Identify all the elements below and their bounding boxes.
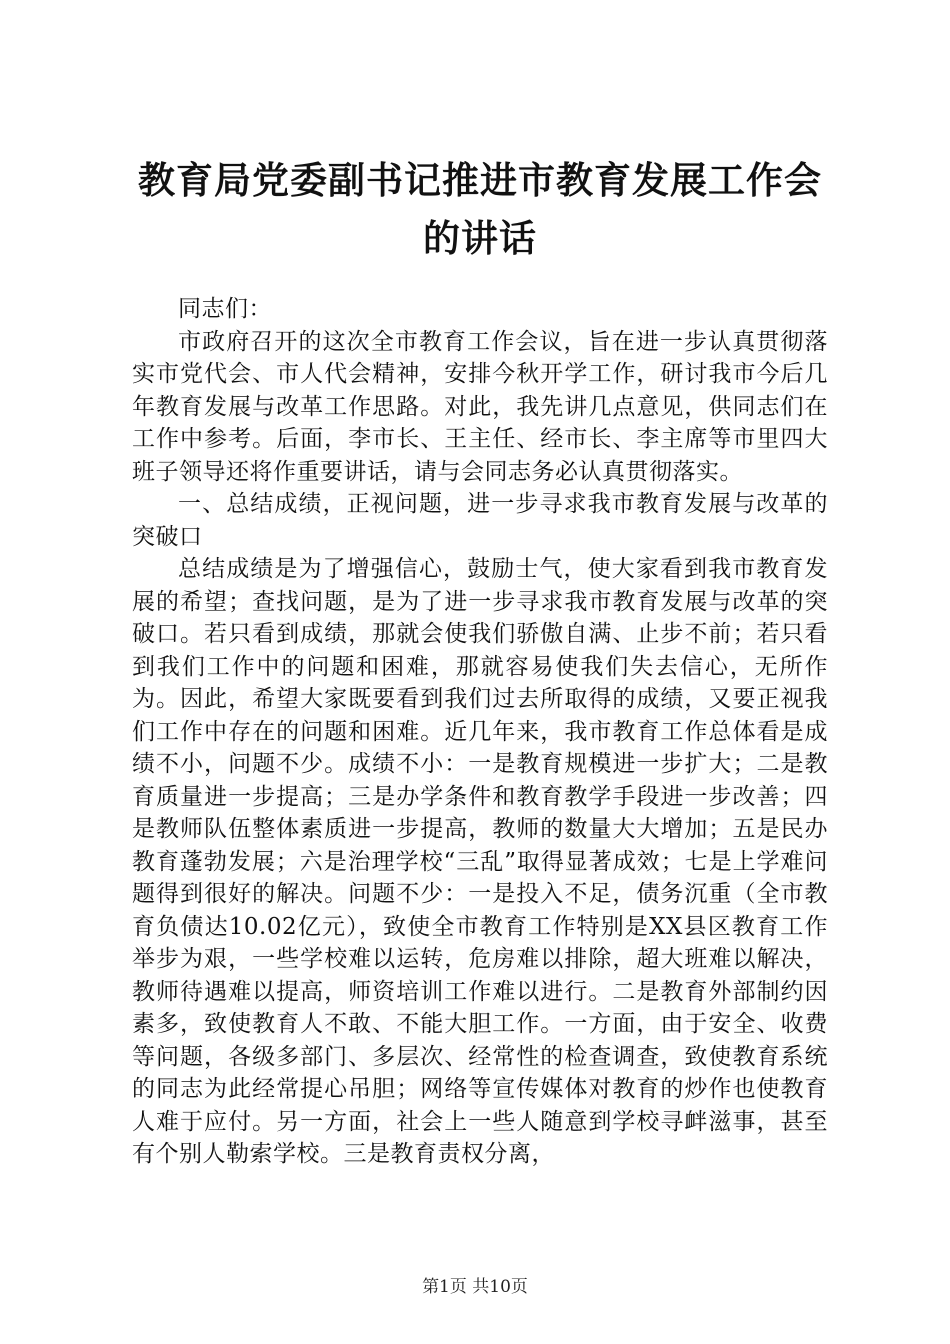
- intro-paragraph: 市政府召开的这次全市教育工作会议，旨在进一步认真贯彻落实市党代会、市人代会精神，安排今秋开学工作，研讨我市今后几年教育发展与改革工作思路。对此，我先讲几点意见，供同志们在工作中参考。后面，李市长、王主任、经市长、李主席等市里四大班子领导还将作重要讲话，请与会同志务必认真贯彻落实。: [132, 328, 828, 485]
- section-heading-paragraph: 一、总结成绩，正视问题，进一步寻求我市教育发展与改革的突破口: [132, 491, 828, 550]
- document-body: [132, 293, 828, 1171]
- document-title: 教育局党委副书记推进市教育发展工作会的讲话: [138, 159, 822, 260]
- page-number-footer: 第1页 共10页: [422, 1277, 528, 1297]
- body-paragraph: 总结成绩是为了增强信心，鼓励士气，使大家看到我市教育发展的希望；查找问题，是为了进一步寻求我市教育发展与改革的突破口。若只看到成绩，那就会使我们骄傲自满、止步不前；若只看到我们工作中的问题和困难，那就容易使我们失去信心，无所作为。因此，希望大家既要看到我们过去所取得的成绩，又要正视我们工作中存在的问题和困难。近几年来，我市教育工作总体看是成绩不小，问题不少。成绩不小：一是教育规模进一步扩大；二是教育质量进一步提高；三是办学条件和教育教学手段进一步改善；四是教师队伍整体素质进一步提高，教师的数量大大增加；五是民办教育蓬勃发展；六是治理学校“三乱”取得显著成效；七是上学难问题得到很好的解决。问题不少：一是投入不足，债务沉重（全市教育负债达10.02亿元），致使全市教育工作特别是XX县区教育工作举步为艰，一些学校难以运转，危房难以排除，超大班难以解决，教师待遇难以提高，师资培训工作难以进行。二是教育外部制约因素多，致使教育人不敢、不能大胆工作。一方面，由于安全、收费等问题，各级多部门、多层次、经常性的检查调查，致使教育系统的同志为此经常提心吊胆；网络等宣传媒体对教育的炒作也使教育人难于应付。另一方面，社会上一些人随意到学校寻衅滋事，甚至有个别人勒索学校。三是教育责权分离，: [132, 556, 828, 1167]
- salutation-paragraph: 同志们：: [178, 296, 272, 322]
